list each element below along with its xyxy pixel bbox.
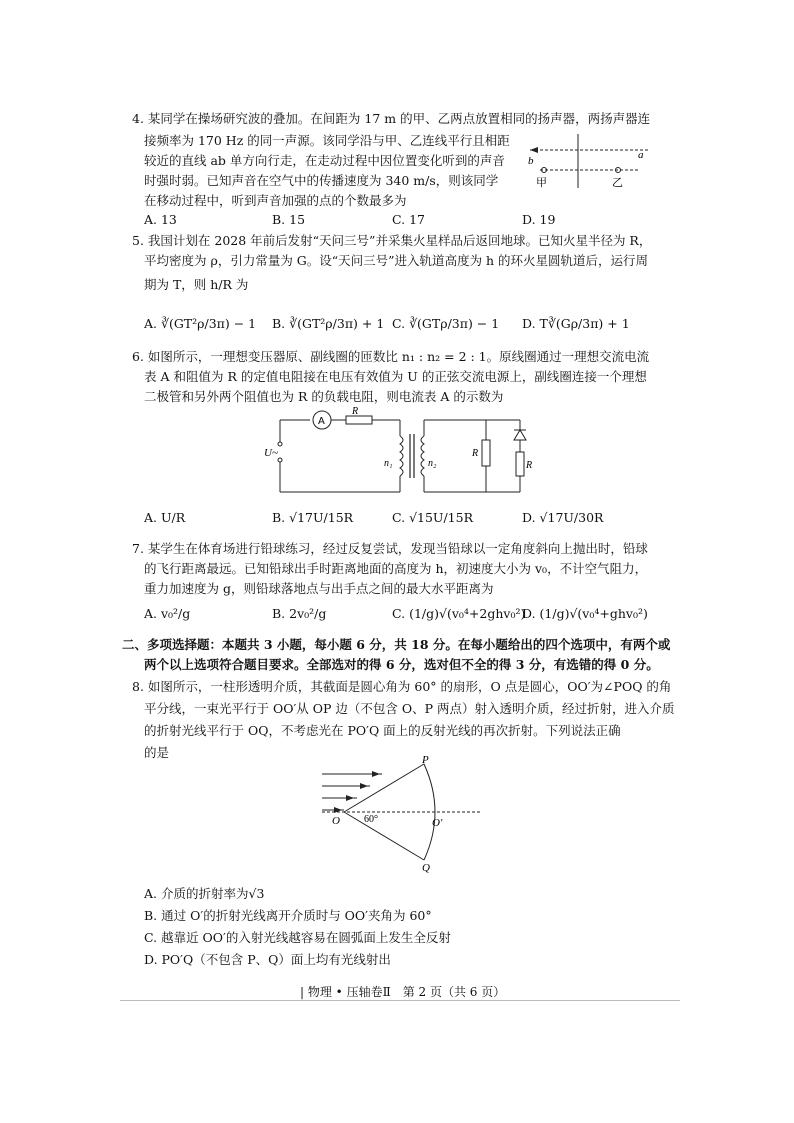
q7-option-c[interactable]: C. (1/g)√(v₀⁴+2ghv₀²) [392,606,526,621]
q7-line-3: 重力加速度为 g，则铅球落地点与出手点之间的最大水平距离为 [144,581,494,596]
q6-line-1: 6. 如图所示，一理想变压器原、副线圈的匝数比 n₁ : n₂ = 2 : 1。原线圈通过一理想交流电流 [132,349,650,364]
n1-label: n₁ [384,458,393,469]
primary-coil [400,436,403,476]
q4-line-3: 较近的直线 ab 单方向行走，在走动过程中因位置变化听到的声音 [144,153,505,168]
q8-line-1: 8. 如图所示，一柱形透明介质，其截面是圆心角为 60° 的扇形，O 点是圆心，OO′为∠POQ 的角 [132,679,672,694]
label-angle: 60° [364,814,378,825]
q8-option-a[interactable]: A. 介质的折射率为√3 [144,886,265,901]
q4-label-jia: 甲 [536,176,547,189]
section2-line-1: 二、多项选择题：本题共 3 小题，每小题 6 分，共 18 分。在每小题给出的四个选项中，有两个或 [122,637,671,652]
load-resistor-1-label: R [472,448,479,459]
q8-option-d[interactable]: D. PO′Q（不包含 P、Q）面上均有光线射出 [144,952,391,967]
n2-label: n₂ [428,458,437,469]
page-footer: | 物理 • 压轴卷Ⅱ 第 2 页（共 6 页） [300,985,506,999]
q7-line-1: 7. 某学生在体育场进行铅球练习，经过反复尝试，发现当铅球以一定角度斜向上抛出时，铅球 [132,541,648,556]
q8-option-c[interactable]: C. 越靠近 OO′的入射光线越容易在圆弧面上发生全反射 [144,930,451,945]
label-O: O [332,815,340,827]
q4-option-b[interactable]: B. 15 [272,212,306,227]
label-P: P [422,754,429,766]
q4-option-a[interactable]: A. 13 [144,212,177,227]
q8-line-2: 平分线，一束光平行于 OO′从 OP 边（不包含 O、P 两点）射入透明介质，经过折射，进入介质 [144,701,675,716]
q6-option-b[interactable]: B. √17U/15R [272,510,354,525]
source-label: U~ [264,447,278,459]
q8-line-3: 的折射光线平行于 OQ，不考虑光在 PO′Q 面上的反射光线的再次折射。下列说法正确 [144,723,621,738]
q4-line-5: 在移动过程中，听到声音加强的点的个数最多为 [144,193,407,208]
q6-circuit [262,406,532,498]
q7-line-2: 的飞行距离最远。已知铅球出手时距离地面的高度为 h，初速度大小为 v₀，不计空气阻力， [144,561,648,576]
q7-option-b[interactable]: B. 2v₀²/g [272,606,327,621]
q7-option-a[interactable]: A. v₀²/g [144,606,191,621]
section2-line-2: 两个以上选项符合题目要求。全部选对的得 6 分，选对但不全的得 3 分，有选错的得 0 分。 [144,657,659,672]
q4-label-yi: 乙 [612,176,623,189]
q4-option-c[interactable]: C. 17 [392,212,425,227]
q5-line-3: 期为 T，则 h/R 为 [144,277,249,292]
q6-option-d[interactable]: D. √17U/30R [522,510,604,525]
edge-OQ [344,812,424,860]
q8-figure [312,754,492,876]
q5-option-a[interactable]: A. ∛(GT²ρ/3π) − 1 [144,316,257,331]
q4-label-a: a [638,149,644,161]
q8-line-4: 的是 [144,745,170,760]
ammeter-label: A [318,416,325,427]
ac-source-top [278,442,282,446]
label-Q: Q [422,862,430,874]
primary-resistor [346,416,372,424]
q4-label-b: b [528,155,534,167]
q5-line-2: 平均密度为 ρ，引力常量为 G。设“天问三号”进入轨道高度为 h 的环火星圆轨道后，运行周 [144,253,649,268]
primary-resistor-label: R [352,406,359,417]
q6-option-a[interactable]: A. U/R [144,510,186,525]
q8-option-b[interactable]: B. 通过 O′的折射光线离开介质时与 OO′夹角为 60° [144,908,432,923]
label-O-prime: O′ [432,817,443,829]
secondary-coil [421,436,424,476]
q4-option-d[interactable]: D. 19 [522,212,556,227]
edge-OP [344,764,424,812]
q6-line-3: 二极管和另外两个阻值也为 R 的负载电阻，则电流表 A 的示数为 [144,389,504,404]
q4-arrow [530,147,538,153]
q5-option-d[interactable]: D. T∛(Gρ/3π) + 1 [522,316,630,331]
q7-option-d[interactable]: D. (1/g)√(v₀⁴+ghv₀²) [522,606,648,621]
q4-line-4: 时强时弱。已知声音在空气中的传播速度为 340 m/s，则该同学 [144,173,499,188]
q4-line-2: 接频率为 170 Hz 的同一声源。该同学沿与甲、乙连线平行且相距 [144,133,510,148]
q6-option-c[interactable]: C. √15U/15R [392,510,473,525]
q4-line-1: 4. 某同学在操场研究波的叠加。在间距为 17 m 的甲、乙两点放置相同的扬声器，两扬声器连 [132,111,651,126]
q5-option-b[interactable]: B. ∛(GT²ρ/3π) + 1 [272,316,385,331]
q5-line-1: 5. 我国计划在 2028 年前后发射“天问三号”并采集火星样品后返回地球。已知火星半径为 R， [132,233,652,248]
q5-option-c[interactable]: C. ∛(GTρ/3π) − 1 [392,316,500,331]
q4-figure [520,132,660,190]
load-resistor-2-label: R [526,460,532,471]
q6-line-2: 表 A 和阻值为 R 的定值电阻接在电压有效值为 U 的正弦交流电源上，副线圈连接一个理想 [144,369,647,384]
load-resistor-2 [516,452,524,476]
load-resistor-1 [482,440,490,466]
ac-source-bottom [278,458,282,462]
diode [514,430,526,440]
